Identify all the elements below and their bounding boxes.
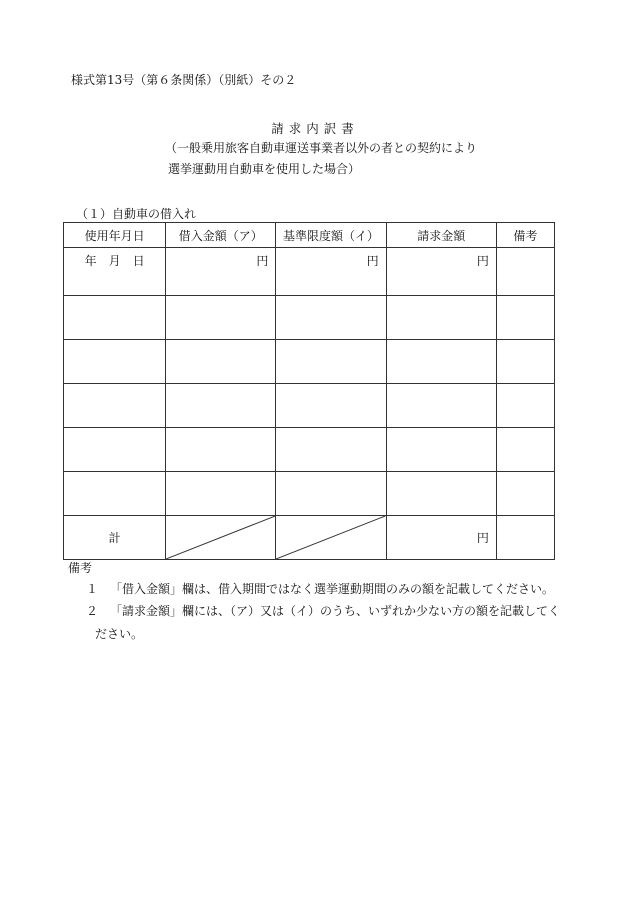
column-header-claim-amount: 請求金額	[386, 223, 496, 248]
form-number: 様式第13号（第６条関係）（別紙）その２	[71, 73, 297, 87]
borrow-amount-cell[interactable]	[166, 384, 276, 428]
remarks-cell[interactable]	[496, 428, 554, 472]
note-text: 「請求金額」欄には、（ア）又は（イ）のうち、いずれか少ない方の額を記載してく	[110, 604, 561, 618]
date-cell[interactable]	[64, 384, 166, 428]
remarks-cell[interactable]	[496, 384, 554, 428]
remarks-cell[interactable]	[496, 296, 554, 340]
remarks-cell[interactable]	[496, 340, 554, 384]
claim-amount-cell[interactable]	[386, 340, 496, 384]
borrow-amount-cell[interactable]	[166, 340, 276, 384]
subtitle-line-1: （一般乗用旅客自動車運送事業者以外の者との契約により	[165, 141, 478, 155]
section-heading: （１）自動車の借入れ	[76, 207, 197, 221]
total-remarks-cell[interactable]	[496, 516, 554, 560]
diagonal-line	[166, 516, 275, 559]
column-header-borrow-amount: 借入金額（ア）	[166, 223, 276, 248]
total-row	[64, 516, 555, 560]
date-cell[interactable]: 年 月 日	[64, 248, 166, 296]
vehicle-rental-table	[63, 222, 555, 560]
limit-amount-cell[interactable]	[276, 428, 386, 472]
note-text: 「借入金額」欄は、借入期間ではなく選挙運動期間のみの額を記載してください。	[110, 582, 555, 596]
limit-amount-cell[interactable]	[276, 384, 386, 428]
limit-amount-cell[interactable]	[276, 296, 386, 340]
date-cell[interactable]	[64, 428, 166, 472]
note-number: １	[86, 582, 99, 596]
total-claim-amount-cell[interactable]: 円	[386, 516, 496, 560]
date-cell[interactable]	[64, 472, 166, 516]
table-row	[64, 248, 555, 296]
claim-amount-cell[interactable]	[386, 472, 496, 516]
limit-amount-cell[interactable]: 円	[276, 248, 386, 296]
column-header-date: 使用年月日	[64, 223, 166, 248]
claim-amount-cell[interactable]: 円	[386, 248, 496, 296]
total-label: 計	[64, 516, 166, 560]
table-row	[64, 296, 555, 340]
column-header-limit-amount: 基準限度額（イ）	[276, 223, 386, 248]
remarks-cell[interactable]	[496, 248, 554, 296]
borrow-amount-cell[interactable]	[166, 296, 276, 340]
claim-amount-cell[interactable]	[386, 384, 496, 428]
claim-amount-cell[interactable]	[386, 296, 496, 340]
table-row	[64, 428, 555, 472]
limit-amount-cell[interactable]	[276, 340, 386, 384]
borrow-amount-cell[interactable]: 円	[166, 248, 276, 296]
diagonal-line	[276, 516, 385, 559]
table-header-row	[64, 223, 555, 248]
total-borrow-amount-crossed	[166, 516, 276, 560]
column-header-remarks: 備考	[496, 223, 554, 248]
claim-amount-cell[interactable]	[386, 428, 496, 472]
date-cell[interactable]	[64, 340, 166, 384]
notes-heading: 備考	[68, 561, 93, 575]
borrow-amount-cell[interactable]	[166, 428, 276, 472]
note-text-continuation: ださい。	[95, 627, 144, 641]
document-title: 請求内訳書	[271, 121, 359, 136]
remarks-cell[interactable]	[496, 472, 554, 516]
table-row	[64, 384, 555, 428]
borrow-amount-cell[interactable]	[166, 472, 276, 516]
limit-amount-cell[interactable]	[276, 472, 386, 516]
date-cell[interactable]	[64, 296, 166, 340]
table-row	[64, 472, 555, 516]
total-limit-amount-crossed	[276, 516, 386, 560]
note-number: ２	[86, 604, 99, 618]
subtitle-line-2: 選挙運動用自動車を使用した場合）	[168, 162, 361, 176]
table-row	[64, 340, 555, 384]
